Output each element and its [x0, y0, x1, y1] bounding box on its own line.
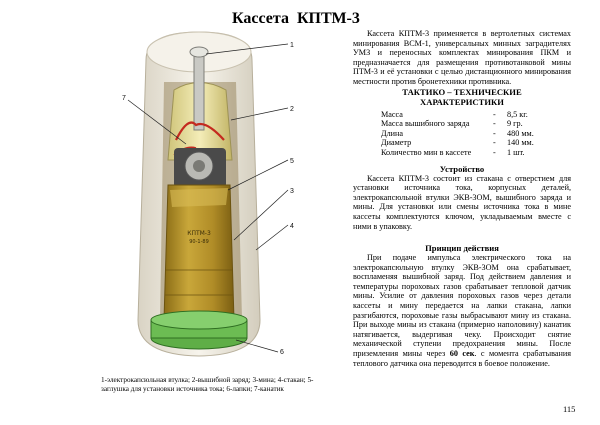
- figure-label-2: 2: [290, 106, 294, 113]
- figure-label-6: 6: [280, 349, 284, 356]
- page-number: 115: [563, 404, 576, 414]
- spec-row: Количество мин в кассете - 1 шт.: [381, 147, 525, 157]
- cassette-cutaway-illustration: [96, 20, 302, 375]
- specs-heading: ТАКТИКО – ТЕХНИЧЕСКИЕ ХАРАКТЕРИСТИКИ: [402, 86, 522, 107]
- spec-row: Масса - 8,5 кг.: [381, 109, 528, 119]
- specs-table: [381, 110, 534, 158]
- svg-text:КПТМ-3: КПТМ-3: [187, 230, 211, 237]
- spec-row: Диаметр - 140 мм.: [381, 138, 534, 148]
- figure-label-7: 7: [122, 95, 126, 102]
- device-paragraph: Кассета КПТМ-3 состоит из стакана с отверстием для установки источника тока, корпусных деталей, электрокапсюльной втулки ЭКВ-3ОМ, вышибного заряда и мины. Для установки или смены источника тока в мине кассеты комплектуются ключом, укладываемым вместе с ними в упаковку.: [353, 173, 571, 231]
- device-heading: Устройство: [439, 163, 485, 174]
- text-column: [353, 29, 571, 368]
- figure-label-3: 3: [290, 188, 294, 195]
- principle-paragraph: При подаче импульса электрического тока на электрокапсюльную втулку ЭКВ-3ОМ она срабатывает, воспламеняя вышибной заряд. Под действием давления и температуры пороховых газов срабатывает тепловой датчик мины. Усилие от давления пороховых газов через детали кассеты и мину передается на лапки стакана, лапки разгибаются, пороховые газы выбрасывают мину из стакана. При выходе мины из стакана (примерно наполовину) канатик натягивается, выдергивая чеку. Происходит снятие механической ступени предохранения мины. После приземления мины через 60 сек. с момента срабатывания теплового датчика она переводится в боевое положение.: [353, 253, 571, 368]
- page-title: Кассета КПТМ-3: [232, 10, 360, 27]
- svg-text:90-1-89: 90-1-89: [189, 239, 209, 245]
- figure-label-5: 5: [290, 158, 294, 165]
- figure-caption: 1-электрокапсюльная втулка; 2-вышибной заряд; 3-мина; 4-стакан; 5-заглушка для установки источника тока; 6-лапки; 7-канатик: [101, 376, 314, 393]
- spec-row: Масса вышибного заряда - 9 гр.: [381, 119, 523, 129]
- spec-row: Длина - 480 мм.: [381, 128, 534, 138]
- figure-label-4: 4: [290, 223, 294, 230]
- principle-heading: Принцип действия: [425, 243, 499, 254]
- figure-label-1: 1: [290, 42, 294, 49]
- intro-paragraph: Кассета КПТМ-3 применяется в вертолетных системах минирования ВСМ-1, универсальных минных заградителях УМЗ и переносных комплектах минирования ПКМ и предназначается для размещения противотанковой мины ПТМ-3 и её установки с целью дистанционного минирования местности против бронетехники противника.: [353, 29, 571, 86]
